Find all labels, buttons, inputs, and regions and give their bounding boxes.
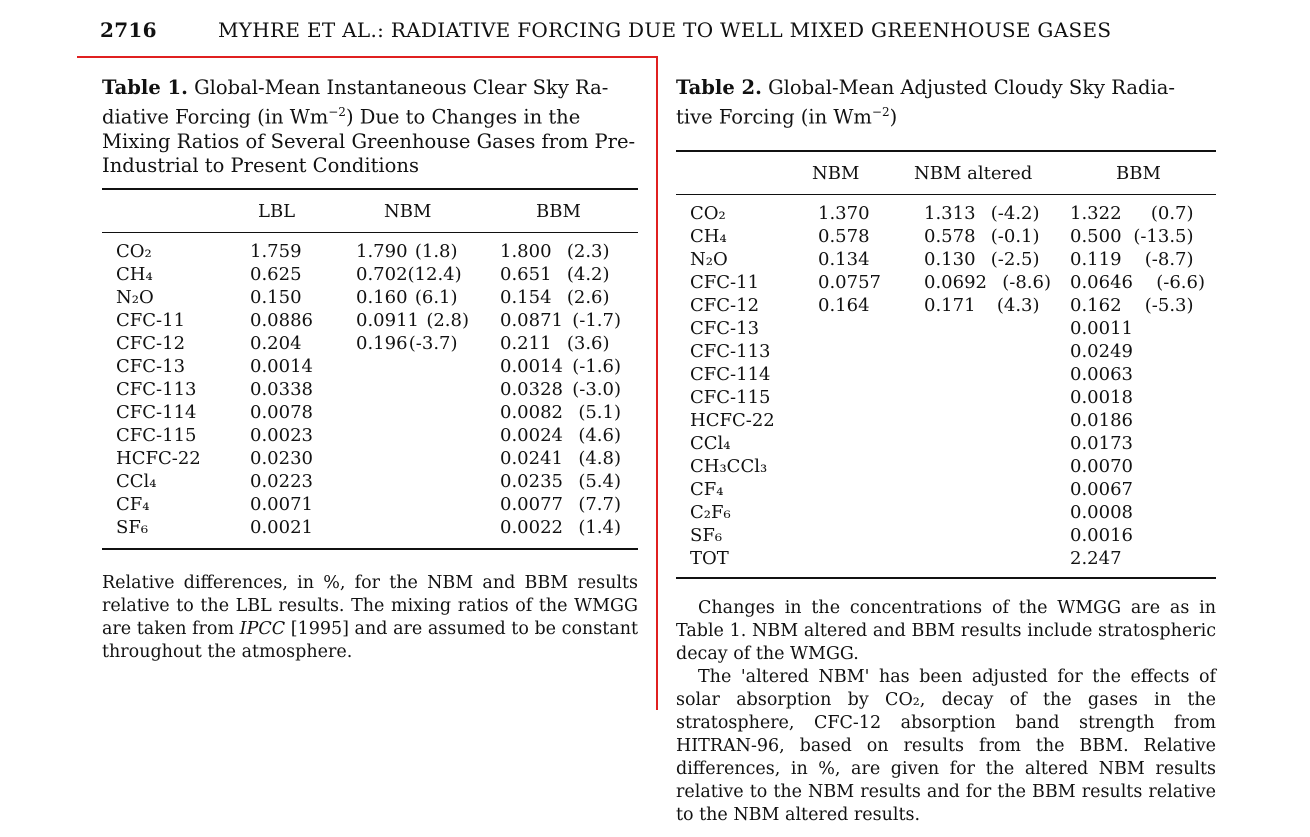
bbm-percent: (3.6) (566, 333, 610, 354)
table2-row (676, 295, 1216, 318)
table2-col-nbm-altered: NBM altered (914, 162, 1033, 184)
table2-row (676, 341, 1216, 364)
bbm-value: 0.0249 (1070, 341, 1133, 362)
nbm-altered-percent: (-2.5) (990, 249, 1040, 270)
table1-col-nbm: NBM (384, 200, 432, 222)
bbm-percent: (2.3) (566, 241, 610, 262)
table2 (676, 152, 1216, 571)
gas-value: CO₂ (116, 241, 152, 262)
gas-value: CFC-12 (116, 333, 186, 354)
bbm-percent: (-13.5) (1133, 226, 1194, 247)
lbl-value: 0.0886 (250, 310, 313, 331)
table2-footnote (676, 597, 1216, 827)
running-title: MYHRE ET AL.: RADIATIVE FORCING DUE TO WELL MIXED GREENHOUSE GASES (218, 18, 1112, 42)
table2-header-row (676, 152, 1216, 194)
bbm-value: 2.247 (1070, 548, 1122, 569)
bbm-value: 0.211 (500, 333, 552, 354)
gas-value: CFC-115 (116, 425, 197, 446)
nbm-value: 0.578 (818, 226, 870, 247)
table2-col-bbm: BBM (1116, 162, 1161, 184)
nbm-value: 0.702 (356, 264, 408, 285)
gas-value: CH₄ (116, 264, 153, 285)
table2-caption: Table 2. Global-Mean Adjusted Cloudy Sky Radia- tive Forcing (in $Wm^{-2}$) (676, 76, 1175, 129)
lbl-value: 0.0223 (250, 471, 313, 492)
annotation-box-right (656, 56, 658, 710)
bbm-percent: (4.8) (578, 448, 621, 469)
table1-row (102, 448, 638, 471)
table2-row (676, 364, 1216, 387)
bbm-value: 0.0018 (1070, 387, 1133, 408)
gas-value: CFC-113 (116, 379, 197, 400)
gas-value: CFC-13 (690, 318, 760, 339)
bbm-value: 0.0067 (1070, 479, 1133, 500)
table2-footnote-p1: Changes in the concentrations of the WMGG are as in Table 1. NBM altered and BBM results include stratospheric decay of the WMGG. (676, 598, 1216, 664)
bbm-value: 0.0008 (1070, 502, 1133, 523)
nbm-altered-value: 0.171 (924, 295, 976, 316)
lbl-value: 0.150 (250, 287, 302, 308)
nbm-altered-value: 0.578 (924, 226, 976, 247)
bbm-percent: (5.4) (578, 471, 621, 492)
gas-value: N₂O (690, 249, 728, 270)
gas-value: CFC-12 (690, 295, 760, 316)
nbm-value: 0.0911 (356, 310, 419, 331)
nbm-percent: (1.8) (414, 241, 458, 262)
bbm-value: 0.0016 (1070, 525, 1133, 546)
bbm-value: 1.800 (500, 241, 552, 262)
gas-value: CFC-115 (690, 387, 771, 408)
bbm-value: 0.0011 (1070, 318, 1133, 339)
table2-row (676, 479, 1216, 502)
bbm-percent: (4.6) (578, 425, 621, 446)
bbm-value: 0.0063 (1070, 364, 1133, 385)
bbm-percent: (-5.3) (1144, 295, 1194, 316)
table2-row (676, 410, 1216, 433)
bbm-percent: (-3.0) (572, 379, 621, 400)
gas-value: CF₄ (690, 479, 724, 500)
bbm-value: 0.0077 (500, 494, 563, 515)
table1-header-row (102, 190, 638, 232)
table1-row (102, 310, 638, 333)
bbm-percent: (-1.6) (572, 356, 621, 377)
nbm-percent: (12.4) (407, 264, 462, 285)
table2-row (676, 226, 1216, 249)
gas-value: CH₃CCl₃ (690, 456, 768, 477)
nbm-value: 1.370 (818, 203, 870, 224)
nbm-value: 0.196 (356, 333, 408, 354)
bbm-percent: (7.7) (578, 494, 621, 515)
nbm-value: 0.160 (356, 287, 408, 308)
nbm-altered-value: 1.313 (924, 203, 976, 224)
ipcc-reference: IPCC (239, 619, 286, 639)
table1-section (102, 76, 638, 664)
table2-row (676, 525, 1216, 548)
nbm-percent: (2.8) (426, 310, 469, 331)
bbm-value: 0.0014 (500, 356, 563, 377)
table1-label: Table 1. (102, 76, 188, 99)
gas-value: CCl₄ (116, 471, 157, 492)
table2-row (676, 272, 1216, 295)
gas-value: CCl₄ (690, 433, 731, 454)
lbl-value: 0.0014 (250, 356, 313, 377)
gas-value: HCFC-22 (690, 410, 775, 431)
lbl-value: 0.0071 (250, 494, 313, 515)
bbm-percent: (1.4) (578, 517, 621, 538)
table1-row (102, 356, 638, 379)
nbm-altered-percent: (-4.2) (990, 203, 1040, 224)
nbm-value: 0.0757 (818, 272, 881, 293)
table1-row (102, 264, 638, 287)
gas-value: CFC-11 (690, 272, 760, 293)
lbl-value: 0.625 (250, 264, 302, 285)
table1-caption: Table 1. Global-Mean Instantaneous Clear Sky Ra- diative Forcing (in $Wm^{-2}$) Due to Changes in the Mixing Ratios of Several Greenhouse Gases from Pre- Industrial to Present Conditions (102, 76, 636, 177)
bbm-value: 0.162 (1070, 295, 1122, 316)
bbm-percent: (5.1) (578, 402, 621, 423)
table1-row (102, 287, 638, 310)
table1-row (102, 494, 638, 517)
page-number: 2716 (100, 18, 157, 42)
nbm-altered-value: 0.0692 (924, 272, 987, 293)
gas-value: CF₄ (116, 494, 150, 515)
table1-row (102, 333, 638, 356)
gas-value: C₂F₆ (690, 502, 731, 523)
bbm-value: 0.0871 (500, 310, 563, 331)
lbl-value: 0.0023 (250, 425, 313, 446)
lbl-value: 0.204 (250, 333, 302, 354)
bbm-percent: (-1.7) (572, 310, 621, 331)
table1-bottom-rule (102, 548, 638, 550)
table1-footnote: Relative differences, in %, for the NBM and BBM results relative to the LBL results. The mixing ratios of the WMGG are taken from IPCC [1995] and are assumed to be constant throughout the atmosphere. (102, 573, 638, 662)
gas-value: HCFC-22 (116, 448, 201, 469)
bbm-value: 0.0328 (500, 379, 563, 400)
gas-value: CFC-13 (116, 356, 186, 377)
bbm-value: 0.154 (500, 287, 552, 308)
gas-value: SF₆ (690, 525, 723, 546)
lbl-value: 0.0021 (250, 517, 313, 538)
table2-row (676, 433, 1216, 456)
lbl-value: 0.0078 (250, 402, 313, 423)
table2-body (676, 194, 1216, 571)
table2-row (676, 456, 1216, 479)
nbm-percent: (6.1) (414, 287, 458, 308)
bbm-value: 0.0022 (500, 517, 563, 538)
bbm-value: 0.0173 (1070, 433, 1133, 454)
bbm-value: 0.0646 (1070, 272, 1133, 293)
gas-value: SF₆ (116, 517, 149, 538)
table1-body (102, 232, 638, 540)
nbm-value: 0.134 (818, 249, 870, 270)
bbm-value: 0.119 (1070, 249, 1122, 270)
table2-row (676, 502, 1216, 525)
table2-row (676, 249, 1216, 272)
annotation-box-top (77, 56, 658, 58)
bbm-percent: (2.6) (566, 287, 610, 308)
bbm-value: 0.0186 (1070, 410, 1133, 431)
table2-row (676, 318, 1216, 341)
table2-col-nbm: NBM (812, 162, 860, 184)
table2-label: Table 2. (676, 76, 762, 99)
lbl-value: 0.0338 (250, 379, 313, 400)
bbm-percent: (-6.6) (1156, 272, 1205, 293)
bbm-percent: (4.2) (566, 264, 610, 285)
bbm-value: 0.0070 (1070, 456, 1133, 477)
table1-row (102, 517, 638, 540)
table1 (102, 190, 638, 540)
nbm-altered-percent: (-8.6) (1002, 272, 1051, 293)
lbl-value: 1.759 (250, 241, 302, 262)
bbm-value: 0.0241 (500, 448, 563, 469)
bbm-value: 0.500 (1070, 226, 1122, 247)
nbm-altered-percent: (-0.1) (990, 226, 1040, 247)
gas-value: TOT (690, 548, 729, 569)
nbm-altered-value: 0.130 (924, 249, 976, 270)
table2-row (676, 548, 1216, 571)
table1-row (102, 425, 638, 448)
nbm-value: 1.790 (356, 241, 408, 262)
gas-value: CO₂ (690, 203, 726, 224)
table1-row (102, 471, 638, 494)
gas-value: N₂O (116, 287, 154, 308)
bbm-value: 0.0235 (500, 471, 563, 492)
bbm-value: 0.0082 (500, 402, 563, 423)
bbm-value: 0.0024 (500, 425, 563, 446)
table2-bottom-rule (676, 577, 1216, 579)
table2-section (676, 76, 1216, 827)
nbm-value: 0.164 (818, 295, 870, 316)
table1-row (102, 402, 638, 425)
bbm-value: 1.322 (1070, 203, 1122, 224)
table1-col-bbm: BBM (536, 200, 581, 222)
gas-value: CH₄ (690, 226, 727, 247)
bbm-value: 0.651 (500, 264, 552, 285)
gas-value: CFC-11 (116, 310, 186, 331)
gas-value: CFC-114 (690, 364, 771, 385)
bbm-percent: (0.7) (1150, 203, 1194, 224)
table2-row (676, 387, 1216, 410)
nbm-altered-percent: (4.3) (996, 295, 1040, 316)
bbm-percent: (-8.7) (1144, 249, 1194, 270)
table1-row (102, 379, 638, 402)
nbm-percent: (-3.7) (408, 333, 458, 354)
table1-col-lbl: LBL (258, 200, 296, 222)
table1-row (102, 241, 638, 264)
lbl-value: 0.0230 (250, 448, 313, 469)
table2-footnote-p2: The 'altered NBM' has been adjusted for the effects of solar absorption by CO₂, decay of the gases in the stratosphere, CFC-12 absorption band strength from HITRAN-96, based on results from the BBM. Relative differences, in %, are given for the altered NBM results relative to the NBM results and for the BBM results relative to the NBM altered results. (676, 667, 1216, 825)
gas-value: CFC-114 (116, 402, 197, 423)
table2-row (676, 203, 1216, 226)
page-header (100, 18, 1220, 46)
gas-value: CFC-113 (690, 341, 771, 362)
